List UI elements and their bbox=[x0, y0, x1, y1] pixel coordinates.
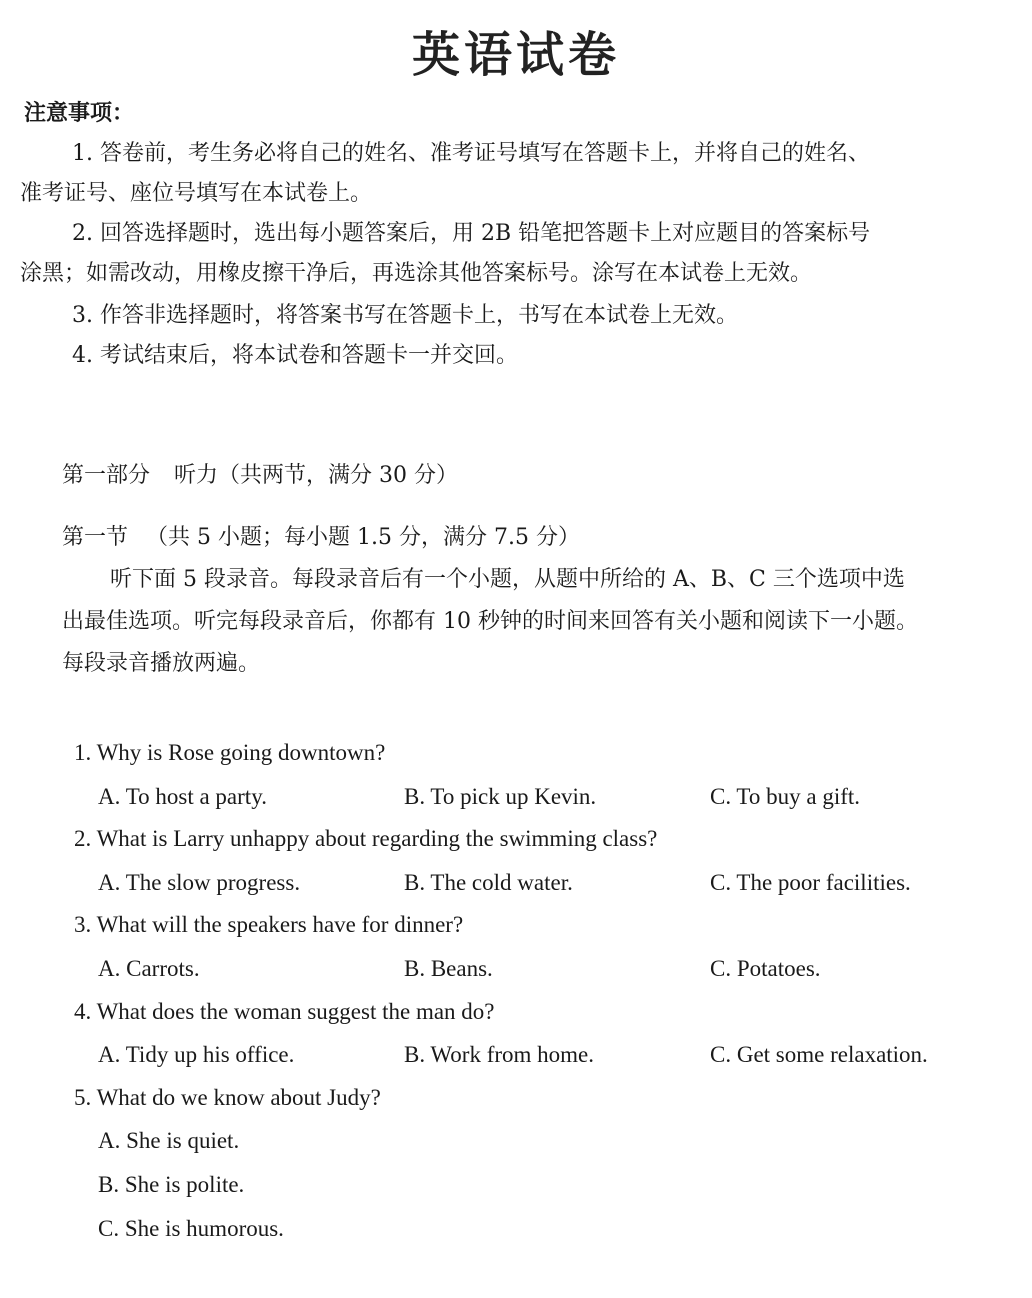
question-3-option-c: C. Potatoes. bbox=[710, 956, 821, 981]
question-3-option-a: A. Carrots. bbox=[98, 956, 200, 981]
question-2-option-a: A. The slow progress. bbox=[98, 870, 301, 895]
part-title: 听力（共两节，满分 30 分） bbox=[174, 463, 458, 488]
part-heading bbox=[62, 456, 458, 496]
question-1-option-c: C. To buy a gift. bbox=[710, 784, 861, 809]
question-1-option-b: B. To pick up Kevin. bbox=[404, 784, 597, 809]
note-1-line-1: 1. 答卷前，考生务必将自己的姓名、准考证号填写在答题卡上，并将自己的姓名、 bbox=[72, 141, 870, 166]
part-name: 第一部分 bbox=[62, 463, 151, 488]
note-2-line-2: 涂黑；如需改动，用橡皮擦干净后，再选涂其他答案标号。涂写在本试卷上无效。 bbox=[20, 261, 813, 286]
question-4-option-c: C. Get some relaxation. bbox=[710, 1042, 928, 1067]
question-2: 2. What is Larry unhappy about regarding the swimming class? bbox=[74, 826, 658, 851]
question-2-option-c: C. The poor facilities. bbox=[710, 870, 911, 895]
question-3-option-b: B. Beans. bbox=[404, 956, 493, 981]
note-4: 4. 考试结束后，将本试卷和答题卡一并交回。 bbox=[72, 343, 518, 368]
question-1-option-a: A. To host a party. bbox=[98, 784, 267, 809]
question-5: 5. What do we know about Judy? bbox=[74, 1085, 381, 1110]
note-3: 3. 作答非选择题时，将答案书写在答题卡上，书写在本试卷上无效。 bbox=[72, 303, 738, 328]
section-heading bbox=[62, 518, 580, 558]
page-title: 英语试卷 bbox=[411, 27, 620, 83]
note-1-line-2: 准考证号、座位号填写在本试卷上。 bbox=[20, 181, 373, 206]
question-3: 3. What will the speakers have for dinner? bbox=[74, 912, 464, 937]
section-name: 第一节 bbox=[62, 525, 129, 550]
question-4: 4. What does the woman suggest the man do? bbox=[74, 999, 495, 1024]
question-1: 1. Why is Rose going downtown? bbox=[74, 740, 386, 765]
question-5-option-c: C. She is humorous. bbox=[98, 1216, 284, 1241]
instructions-line-2: 出最佳选项。听完每段录音后，你都有 10 秒钟的时间来回答有关小题和阅读下一小题。 bbox=[62, 609, 918, 634]
instructions-line-1: 听下面 5 段录音。每段录音后有一个小题，从题中所给的 A、B、C 三个选项中选 bbox=[110, 567, 905, 592]
question-2-option-b: B. The cold water. bbox=[404, 870, 573, 895]
question-4-option-b: B. Work from home. bbox=[404, 1042, 595, 1067]
question-5-option-a: A. She is quiet. bbox=[98, 1128, 240, 1153]
question-5-option-b: B. She is polite. bbox=[98, 1172, 245, 1197]
note-2-line-1: 2. 回答选择题时，选出每小题答案后，用 2B 铅笔把答题卡上对应题目的答案标号 bbox=[72, 221, 871, 246]
section-title: （共 5 小题；每小题 1.5 分，满分 7.5 分） bbox=[146, 525, 580, 550]
notes-heading: 注意事项： bbox=[24, 100, 135, 126]
instructions-line-3: 每段录音播放两遍。 bbox=[62, 651, 261, 676]
question-4-option-a: A. Tidy up his office. bbox=[98, 1042, 295, 1067]
